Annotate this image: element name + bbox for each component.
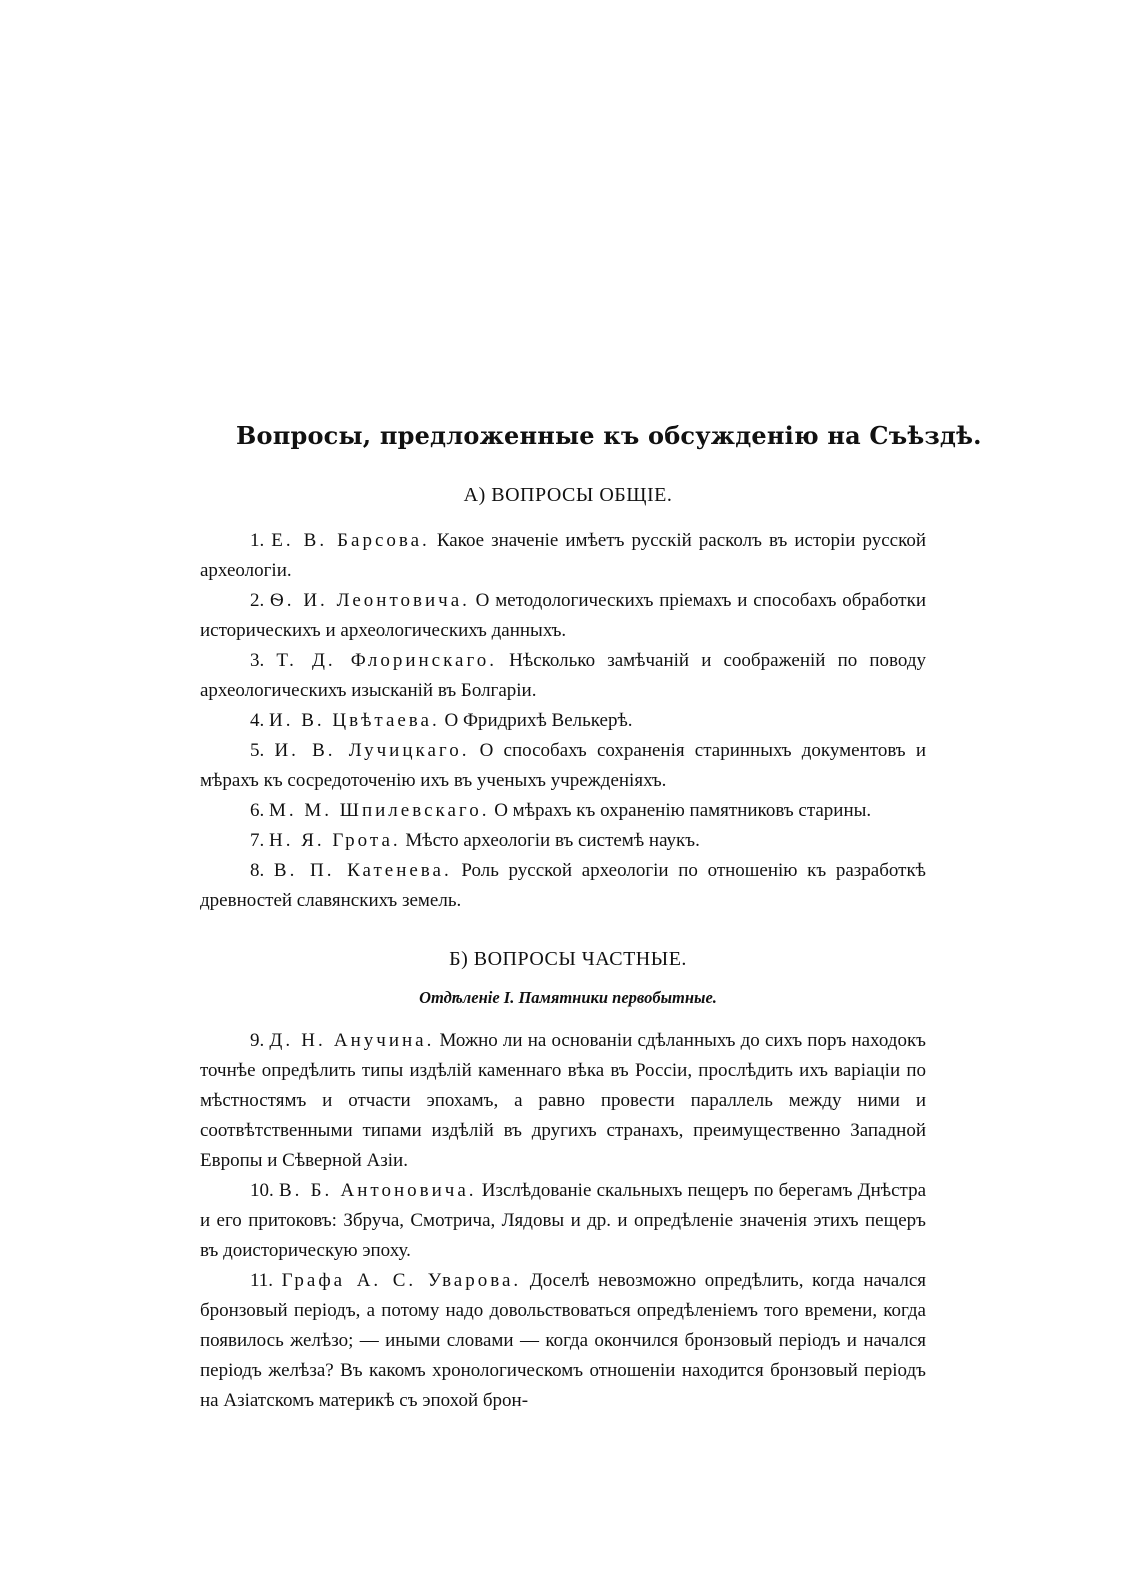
entry-text: О методологическихъ пріемахъ и способахъ обработки историческихъ и археологическихъ данныхъ. — [200, 590, 926, 641]
document-page — [200, 418, 982, 1416]
entry-number: 11. — [250, 1270, 274, 1291]
entry-text: Изслѣдованіе скальныхъ пещеръ по берегамъ Днѣстра и его притоковъ: Збруча, Смотрича, Лядовы и др. и опредѣленіе значенія этихъ пещеръ въ доисторическую эпоху. — [200, 1180, 927, 1261]
list-item — [200, 526, 926, 586]
entry-text: Можно ли на основаніи сдѣланныхъ до сихъ поръ находокъ точнѣе опредѣлить типы издѣлій каменнаго вѣка въ Россіи, прослѣдить ихъ варіаціи по мѣстностямъ и отчасти эпохамъ, а равно провести параллель между ними и соотвѣтственными типами издѣлій въ другихъ странахъ, преимущественно Западной Европы и Сѣверной Азіи. — [200, 1030, 926, 1171]
entry-number: 2. — [250, 590, 265, 611]
entry-author: М. М. Шпилевскаго. — [269, 800, 490, 821]
section-a-heading: А) ВОПРОСЫ ОБЩІЕ. — [463, 484, 673, 506]
list-item — [200, 706, 926, 736]
subsection-heading: Отдѣленіе I. Памятники первобытные. — [419, 988, 717, 1007]
list-item — [200, 1266, 926, 1416]
list-item — [200, 826, 926, 856]
entry-text: О мѣрахъ къ охраненію памятниковъ старины. — [494, 800, 872, 821]
entry-author: Т. Д. Флоринскаго. — [276, 650, 498, 671]
entry-author: И. В. Лучицкаго. — [274, 740, 470, 761]
entry-author: Е. В. Барсова. — [271, 530, 430, 551]
section-a-list — [200, 526, 926, 916]
entry-author: Графа А. С. Уварова. — [281, 1270, 522, 1291]
list-item — [200, 1176, 926, 1266]
entry-number: 4. — [250, 710, 265, 731]
list-item — [200, 856, 926, 916]
entry-number: 8. — [250, 860, 265, 881]
list-item — [200, 736, 926, 796]
entry-text: Какое значеніе имѣетъ русскій расколъ въ исторіи русской археологіи. — [200, 530, 927, 581]
list-item — [200, 796, 926, 826]
entry-author: Н. Я. Грота. — [269, 830, 401, 851]
entry-author: И. В. Цвѣтаева. — [269, 710, 440, 731]
entry-author: В. Б. Антоновича. — [278, 1180, 477, 1201]
entry-text: Роль русской археологіи по отношенію къ разработкѣ древностей славянскихъ земель. — [200, 860, 926, 911]
list-item — [200, 586, 926, 646]
entry-author: Ѳ. И. Леонтовича. — [270, 590, 470, 611]
entry-number: 10. — [250, 1180, 274, 1201]
entry-number: 7. — [250, 830, 265, 851]
entry-text: Мѣсто археологіи въ системѣ наукъ. — [405, 830, 700, 851]
list-item — [200, 1026, 926, 1176]
entry-number: 3. — [250, 650, 265, 671]
entry-text: О способахъ сохраненія старинныхъ документовъ и мѣрахъ къ сосредоточенію ихъ въ ученыхъ учрежденіяхъ. — [200, 740, 926, 791]
entry-number: 6. — [250, 800, 265, 821]
entry-text: Нѣсколько замѣчаній и соображеній по поводу археологическихъ изысканій въ Болгаріи. — [200, 650, 926, 701]
entry-text: О Фридрихѣ Велькерѣ. — [444, 710, 633, 731]
entry-number: 1. — [250, 530, 265, 551]
entry-number: 9. — [250, 1030, 265, 1051]
entry-number: 5. — [250, 740, 265, 761]
section-b-heading: Б) ВОПРОСЫ ЧАСТНЫЕ. — [449, 948, 687, 970]
entry-text: Доселѣ невозможно опредѣлить, когда начался бронзовый періодъ, а потому надо довольствоваться опредѣленіемъ того времени, когда появилось желѣзо; — иными словами — когда окончился бронзовый періодъ и начался періодъ желѣза? Въ какомъ хронологическомъ отношеніи находится бронзовый періодъ на Азіатскомъ материкѣ съ эпохой брон- — [200, 1270, 927, 1411]
entry-author: Д. Н. Анучина. — [269, 1030, 435, 1051]
list-item — [200, 646, 926, 706]
entry-author: В. П. Катенева. — [273, 860, 452, 881]
page-title: Вопросы, предложенные къ обсужденію на Съѣздѣ. — [236, 421, 982, 450]
section-b-list — [200, 1026, 926, 1416]
